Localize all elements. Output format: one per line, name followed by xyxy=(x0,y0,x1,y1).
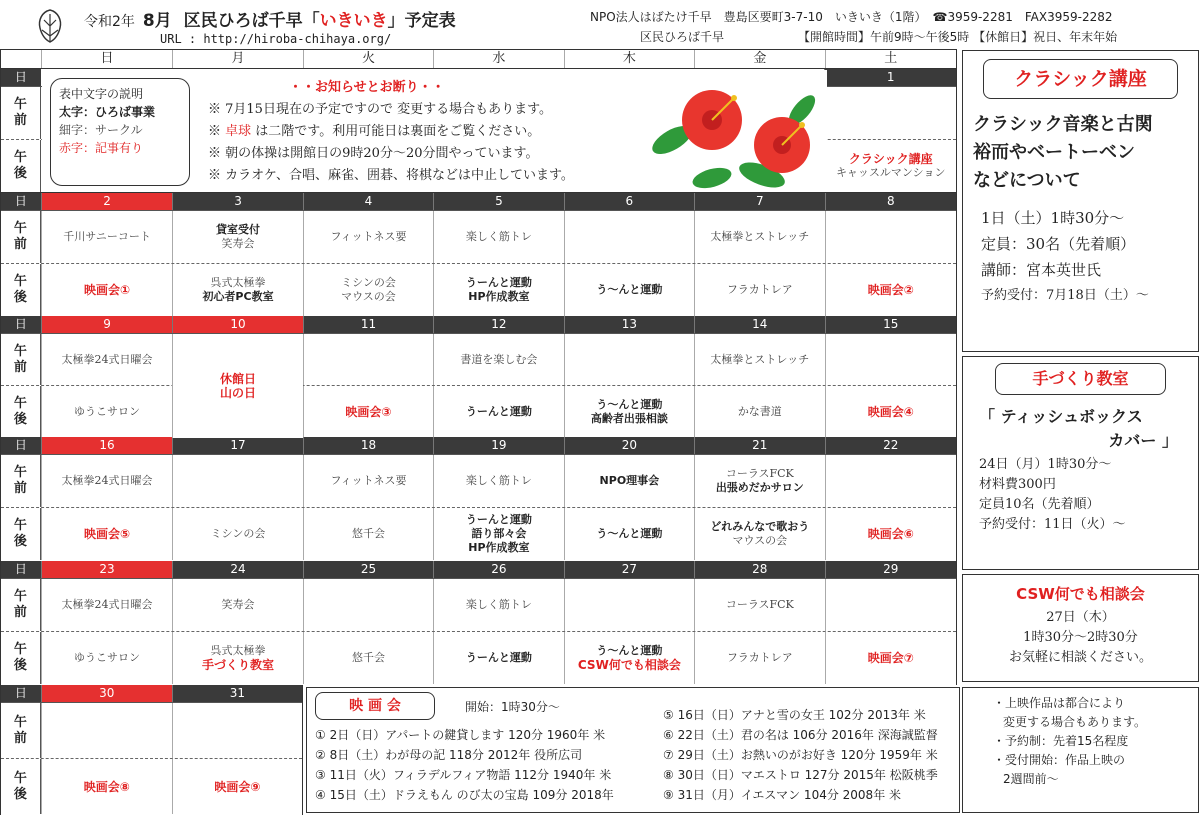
legend-bold: 太字：ひろば事業 xyxy=(59,105,156,119)
event-label: CSW何でも相談会 xyxy=(577,658,681,672)
event-label: 楽しく筋トレ xyxy=(465,230,532,243)
am-label-text: 午 前 xyxy=(13,221,27,252)
event-label: 太極拳24式日曜会 xyxy=(61,352,153,366)
event-label: 楽しく筋トレ xyxy=(465,598,532,611)
cell-am-sat xyxy=(824,87,956,139)
cell-pm-thu xyxy=(564,386,694,437)
cell-am-thu xyxy=(564,211,694,263)
cell-pm-thu xyxy=(564,632,694,684)
movie-notes xyxy=(962,687,1199,813)
event-label: 太極拳24式日曜会 xyxy=(61,598,153,611)
weekday-sun: 日 xyxy=(41,50,172,68)
cell-pm-sat xyxy=(824,140,956,192)
event-label: 映画会⑦ xyxy=(867,651,914,665)
movie-item: ⑥ 22日（土）君の名は 106分 2016年 深海誠監督 xyxy=(663,728,938,742)
movie-item: ⑧ 30日（日）マエストロ 127分 2015年 松阪桃季 xyxy=(663,768,938,782)
event-label: 映画会⑥ xyxy=(867,527,914,541)
am-label xyxy=(1,579,41,631)
csw-details xyxy=(963,608,1198,668)
movie-item: ④ 15日（土）ドラえもん のび太の宝島 109分 2018年 xyxy=(315,788,614,802)
cell-am-mon xyxy=(172,455,302,507)
cell-pm-sun xyxy=(41,632,172,684)
cell-pm-fri xyxy=(694,386,824,437)
cell-am-mon xyxy=(172,334,302,438)
am-label-text: 午 前 xyxy=(13,714,27,746)
org-name: 区民ひろば千早 xyxy=(640,30,725,44)
date-tue: 18 xyxy=(303,437,433,454)
logo-icon xyxy=(30,6,70,46)
date-wed: 26 xyxy=(433,561,563,578)
event-label: 呉式太極拳 xyxy=(210,644,266,657)
event-label: 千川サニーコート xyxy=(63,230,151,243)
date-wed: 19 xyxy=(433,437,563,454)
classic-panel xyxy=(962,50,1199,352)
event-label: うーんと運動 xyxy=(465,404,532,418)
opening-hours: 【開館時間】午前9時～午後5時 【休館日】祝日、年末年始 xyxy=(798,30,1118,44)
pm-row xyxy=(1,758,302,814)
event-label: 映画会② xyxy=(867,283,914,297)
event-label: 笑寿会 xyxy=(221,237,255,250)
week-row-2 xyxy=(0,193,957,316)
legend-red: 赤字：記事有り xyxy=(59,141,144,155)
event-label: 笑寿会 xyxy=(221,598,255,611)
cell-pm-sun xyxy=(41,264,172,316)
event-label: フィットネス要 xyxy=(330,474,407,487)
date-wed: 5 xyxy=(433,193,563,210)
date-sat: 8 xyxy=(825,193,956,210)
am-label-text: 午 前 xyxy=(13,97,27,128)
csw-detail-2: 1時30分～2時30分 xyxy=(1023,630,1138,645)
date-sat: 22 xyxy=(825,437,956,454)
cell-pm-sun xyxy=(41,508,172,560)
hibiscus-illustration xyxy=(642,70,822,192)
event-label: 休館日 xyxy=(220,372,257,386)
cell-pm-mon xyxy=(172,508,302,560)
classic-detail-2: 定員：30名（先着順） xyxy=(981,235,1136,253)
cell-am-wed xyxy=(433,211,563,263)
event-label: うーんと運動 xyxy=(465,651,532,664)
event-label: 貸室受付 xyxy=(216,223,260,236)
event-label: 太極拳とストレッチ xyxy=(710,352,810,366)
event-label: 太極拳とストレッチ xyxy=(710,230,810,243)
cell-pm-wed xyxy=(433,264,563,316)
am-label-text: 午 前 xyxy=(13,343,27,375)
cell-pm-tue xyxy=(303,386,433,437)
date-fri: 21 xyxy=(694,437,824,454)
event-label: フラカトレア xyxy=(726,283,793,296)
csw-detail-3: お気軽に相談ください。 xyxy=(1008,650,1152,665)
cell-pm-thu xyxy=(564,264,694,316)
pm-row xyxy=(1,385,956,437)
title-part-b: 」予定表 xyxy=(387,11,456,31)
date-thu: 6 xyxy=(564,193,694,210)
movie-item: ⑨ 31日（月）イエスマン 104分 2008年 米 xyxy=(663,788,902,802)
csw-detail-1: 27日（木） xyxy=(1046,610,1115,625)
event-label: 悠千会 xyxy=(351,527,385,540)
site-url: URL : http://hiroba-chihaya.org/ xyxy=(160,32,392,46)
cell-am-tue xyxy=(303,579,433,631)
cell-am-thu xyxy=(564,579,694,631)
classic-detail-4: 予約受付：7月18日（土）～ xyxy=(981,288,1149,303)
event-label: コーラスFCK xyxy=(725,598,794,611)
event-classic: クラシック講座 xyxy=(848,152,933,166)
movie-item: ① 2日（日）アパートの鍵貸します 120分 1960年 米 xyxy=(315,728,606,742)
event-label: う～んと運動 xyxy=(596,397,663,411)
event-label: う～んと運動 xyxy=(596,644,663,657)
pm-label-text: 午 後 xyxy=(13,150,27,181)
date-mon: 10 xyxy=(172,316,302,333)
cell-pm-mon xyxy=(172,632,302,684)
event-label: 手づくり教室 xyxy=(202,658,275,672)
pm-label xyxy=(1,508,41,560)
notice-box xyxy=(42,70,827,192)
day-label: 日 xyxy=(1,69,41,86)
am-row xyxy=(1,454,956,507)
notice-highlight: 卓球 xyxy=(225,124,252,139)
date-fri: 28 xyxy=(694,561,824,578)
cell-pm-sun xyxy=(41,386,172,437)
event-label: 映画会⑧ xyxy=(83,779,130,794)
pm-label xyxy=(1,386,41,437)
date-header-row xyxy=(1,316,956,333)
legend-thin: 細字：サークル xyxy=(59,123,143,137)
notice-title: ・・お知らせとお断り・・ xyxy=(289,80,445,95)
title-part-a: 区民ひろば千早「 xyxy=(183,11,320,31)
date-mon: 24 xyxy=(172,561,302,578)
cell-am-sat xyxy=(825,211,956,263)
date-tue: 11 xyxy=(303,316,433,333)
weekday-thu: 木 xyxy=(564,50,694,68)
cell-am-sun xyxy=(41,579,172,631)
movie-item: ⑤ 16日（日）アナと雪の女王 102分 2013年 米 xyxy=(663,708,926,722)
am-label xyxy=(1,211,41,263)
craft-detail-2: 材料費300円 xyxy=(979,477,1056,492)
date-sun: 30 xyxy=(41,685,172,702)
craft-name-2: カバー 」 xyxy=(1108,431,1178,450)
note-1: ・上映作品は都合により xyxy=(993,696,1126,710)
craft-details xyxy=(963,453,1198,535)
note-2: 変更する場合もあります。 xyxy=(1003,715,1147,729)
cell-pm-sat xyxy=(825,386,956,437)
pm-label-text: 午 後 xyxy=(13,642,27,673)
note-3: ・予約制：先着15名程度 xyxy=(993,734,1129,748)
event-label: どれみんなで歌おう xyxy=(710,520,810,533)
legend-box xyxy=(50,78,190,186)
era-label: 令和2年 xyxy=(84,14,135,30)
pm-row xyxy=(1,263,956,316)
craft-detail-3: 定員10名（先着順） xyxy=(979,497,1100,512)
classic-description xyxy=(963,99,1198,195)
page-header xyxy=(0,0,1200,50)
event-label: 書道を楽しむ会 xyxy=(460,352,538,366)
cell-am-mon xyxy=(172,579,302,631)
movies-start: 開始：1時30分～ xyxy=(465,700,560,714)
note-5: 2週間前～ xyxy=(1003,772,1059,786)
cell-am-thu xyxy=(564,455,694,507)
event-label: 高齢者出張相談 xyxy=(590,411,668,425)
csw-title: CSW何でも相談会 xyxy=(1016,585,1145,603)
week-row-5 xyxy=(0,561,957,685)
date-sun: 23 xyxy=(41,561,172,578)
am-label xyxy=(1,455,41,507)
pm-label-text: 午 後 xyxy=(13,274,27,305)
event-label: 山の日 xyxy=(220,386,257,400)
notice-line-2b: は二階です。利用可能日は裏面をご覧ください。 xyxy=(251,124,541,139)
cell-pm-wed xyxy=(433,386,563,437)
cell-pm-tue xyxy=(303,264,433,316)
legend-title: 表中文字の説明 xyxy=(59,87,144,101)
event-label: コーラスFCK xyxy=(725,467,794,480)
date-sat: 29 xyxy=(825,561,956,578)
event-label: HP作成教室 xyxy=(468,541,530,554)
am-label-text: 午 前 xyxy=(13,465,27,496)
date-mon: 3 xyxy=(172,193,302,210)
am-row xyxy=(1,210,956,263)
date-header-row xyxy=(1,437,956,454)
pm-label xyxy=(1,632,41,684)
pm-row xyxy=(1,631,956,684)
notice-line-2 xyxy=(208,120,540,139)
classic-details xyxy=(963,195,1198,309)
event-label: 映画会④ xyxy=(867,404,914,419)
event-label: うーんと運動 xyxy=(465,276,532,289)
cell-am-mon xyxy=(172,703,302,758)
cell-am-tue xyxy=(303,211,433,263)
craft-title: 手づくり教室 xyxy=(995,363,1166,395)
cell-am-fri xyxy=(694,334,824,385)
classic-desc-3: などについて xyxy=(973,170,1081,191)
craft-detail-1: 24日（月）1時30分～ xyxy=(979,457,1112,472)
classic-detail-1: 1日（土）1時30分～ xyxy=(981,209,1125,227)
event-label: う～んと運動 xyxy=(596,527,663,540)
event-label: 呉式太極拳 xyxy=(210,276,266,289)
weekday-mon: 月 xyxy=(172,50,302,68)
event-label: マウスの会 xyxy=(732,534,788,547)
am-label xyxy=(1,87,41,139)
date-tue: 25 xyxy=(303,561,433,578)
am-label xyxy=(1,703,41,758)
date-sat: 1 xyxy=(824,69,956,86)
classic-desc-1: クラシック音楽と古関 xyxy=(973,114,1153,135)
event-label: うーんと運動 xyxy=(465,513,532,526)
date-fri: 7 xyxy=(694,193,824,210)
cell-am-sat xyxy=(825,579,956,631)
craft-detail-4: 予約受付：11日（火）～ xyxy=(979,517,1126,532)
pm-row xyxy=(1,507,956,560)
cell-am-tue xyxy=(303,455,433,507)
event-label: フィットネス要 xyxy=(330,230,407,243)
date-header-row xyxy=(1,685,302,702)
event-label: フラカトレア xyxy=(726,651,793,664)
event-label: 映画会① xyxy=(83,283,131,297)
cell-am-fri xyxy=(694,579,824,631)
org-info: NPO法人はばたけ千早 豊島区要町3-7-10 いきいき（1階） ☎3959-2281 FAX3959-2282 xyxy=(590,10,1113,24)
cell-am-sat xyxy=(825,334,956,385)
weekday-wed: 水 xyxy=(433,50,563,68)
weekday-fri: 金 xyxy=(694,50,824,68)
date-fri: 14 xyxy=(694,316,824,333)
cell-pm-fri xyxy=(694,264,824,316)
date-tue: 4 xyxy=(303,193,433,210)
notice-line-2a: ※ xyxy=(208,124,226,139)
day-label: 日 xyxy=(1,437,41,454)
cell-pm-fri xyxy=(694,632,824,684)
am-row xyxy=(1,702,302,758)
event-label: ゆうこサロン xyxy=(74,404,141,418)
event-label: 映画会⑨ xyxy=(214,779,261,794)
notice-line-4: ※ カラオケ、合唱、麻雀、囲碁、将棋などは中止しています。 xyxy=(208,168,574,183)
event-label: NPO理事会 xyxy=(599,474,660,487)
event-label: 太極拳24式日曜会 xyxy=(61,474,153,487)
day-label: 日 xyxy=(1,561,41,578)
page-title xyxy=(84,6,456,31)
cell-am-tue xyxy=(303,334,433,385)
date-thu: 13 xyxy=(564,316,694,333)
event-label: マウスの会 xyxy=(341,290,396,303)
date-sat: 15 xyxy=(825,316,956,333)
am-label xyxy=(1,334,41,385)
cell-am-sun xyxy=(41,455,172,507)
cell-pm-sat xyxy=(825,264,956,316)
pm-label xyxy=(1,264,41,316)
date-thu: 20 xyxy=(564,437,694,454)
cell-pm-fri xyxy=(694,508,824,560)
event-castle: キャッスルマンション xyxy=(835,166,946,179)
date-mon: 17 xyxy=(172,437,302,454)
date-sun: 2 xyxy=(41,193,172,210)
classic-title: クラシック講座 xyxy=(983,59,1178,99)
note-4: ・受付開始：作品上映の xyxy=(993,753,1126,767)
movie-item: ⑦ 29日（土）お熱いのがお好き 120分 1959年 米 xyxy=(663,748,938,762)
cell-am-wed xyxy=(433,334,563,385)
weekday-sat: 土 xyxy=(825,50,956,68)
cell-am-wed xyxy=(433,455,563,507)
event-label: ミシンの会 xyxy=(210,527,266,540)
day-label: 日 xyxy=(1,193,41,210)
craft-panel xyxy=(962,356,1199,570)
cell-am-thu xyxy=(564,334,694,385)
cell-am-fri xyxy=(694,455,824,507)
weekday-header xyxy=(0,49,957,69)
event-label: 悠千会 xyxy=(351,651,385,664)
event-label: 楽しく筋トレ xyxy=(465,474,532,487)
am-row xyxy=(1,578,956,631)
date-mon: 31 xyxy=(172,685,302,702)
movies-title: 映 画 会 xyxy=(315,692,435,720)
title-highlight: いきいき xyxy=(319,11,388,31)
event-label: ミシンの会 xyxy=(341,276,396,289)
month-label: 8月 xyxy=(142,11,172,31)
event-label: HP作成教室 xyxy=(468,290,530,303)
craft-name-1: 「 ティッシュボックス xyxy=(979,407,1143,426)
cell-am-sun xyxy=(41,334,172,385)
cell-am-mon xyxy=(172,211,302,263)
cell-am-sun xyxy=(41,211,172,263)
day-label: 日 xyxy=(1,685,41,702)
cell-pm-wed xyxy=(433,508,563,560)
pm-label-text: 午 後 xyxy=(13,770,27,802)
am-row xyxy=(1,333,956,400)
date-sun: 16 xyxy=(41,437,172,454)
csw-panel xyxy=(962,574,1199,682)
cell-am-wed xyxy=(433,579,563,631)
cell-pm-sat xyxy=(825,508,956,560)
classic-detail-3: 講師：宮本英世氏 xyxy=(981,261,1102,279)
pm-label-text: 午 後 xyxy=(13,518,27,549)
weekday-corner xyxy=(1,50,41,68)
cell-am-fri xyxy=(694,211,824,263)
movie-item: ② 8日（土）わが母の記 118分 2012年 役所広司 xyxy=(315,748,583,762)
date-wed: 12 xyxy=(433,316,563,333)
cell-am-sun xyxy=(41,703,172,758)
event-label: 初心者PC教室 xyxy=(202,290,274,303)
cell-pm-sat xyxy=(825,632,956,684)
event-label: 映画会⑤ xyxy=(83,527,131,541)
pm-label xyxy=(1,140,41,192)
cell-pm-mon xyxy=(172,264,302,316)
cell-pm-tue xyxy=(303,508,433,560)
day-label: 日 xyxy=(1,316,41,333)
date-thu: 27 xyxy=(564,561,694,578)
notice-line-1: ※ 7月15日現在の予定ですので 変更する場合もあります。 xyxy=(208,102,553,117)
weekday-tue: 火 xyxy=(303,50,433,68)
notice-line-3: ※ 朝の体操は開館日の9時20分～20分間やっています。 xyxy=(208,146,539,161)
cell-am-sat xyxy=(825,455,956,507)
event-label: 出張めだかサロン xyxy=(715,481,804,494)
event-label: ゆうこサロン xyxy=(74,651,141,664)
cell-pm-thu xyxy=(564,508,694,560)
cell-pm-mon xyxy=(172,759,302,814)
date-sun: 9 xyxy=(41,316,172,333)
event-label: う～んと運動 xyxy=(596,283,663,296)
week-row-4 xyxy=(0,437,957,561)
week-row-6 xyxy=(0,685,303,815)
event-label: かな書道 xyxy=(737,404,782,418)
cell-pm-sun xyxy=(41,759,172,814)
pm-label xyxy=(1,759,41,814)
classic-desc-2: 裕而やベートーベン xyxy=(973,142,1135,163)
cell-pm-wed xyxy=(433,632,563,684)
movie-item: ③ 11日（火）フィラデルフィア物語 112分 1940年 米 xyxy=(315,768,612,782)
am-label-text: 午 前 xyxy=(13,589,27,620)
movies-panel xyxy=(306,687,960,813)
date-header-row xyxy=(1,561,956,578)
cell-pm-tue xyxy=(303,632,433,684)
event-label: 映画会③ xyxy=(345,404,392,419)
event-label: 語り部々会 xyxy=(471,527,527,540)
week-row-3 xyxy=(0,316,957,437)
pm-label-text: 午 後 xyxy=(13,395,27,427)
date-header-row xyxy=(1,193,956,210)
craft-name xyxy=(963,395,1198,453)
